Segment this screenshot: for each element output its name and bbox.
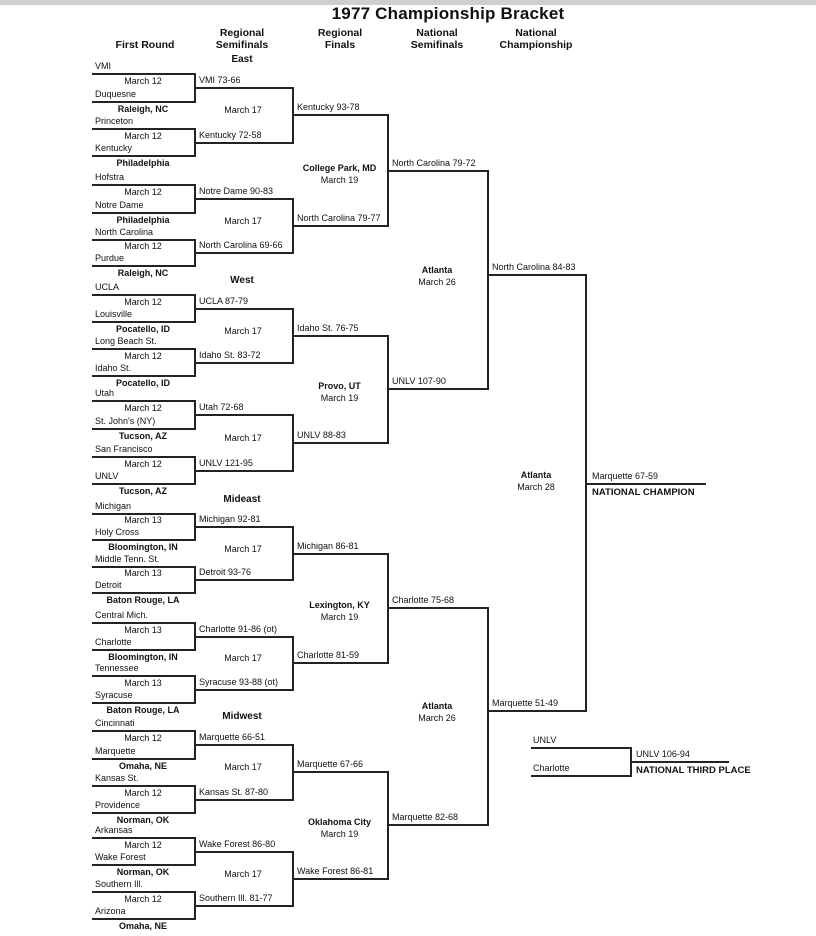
winner-line xyxy=(194,362,292,364)
game-result: Wake Forest 86-80 xyxy=(199,838,276,849)
game-result: Syracuse 93-88 (ot) xyxy=(199,676,279,687)
game-date: March 12 xyxy=(124,296,162,307)
regional-final-result: Marquette 82-68 xyxy=(392,812,459,823)
team-name: Arkansas xyxy=(95,825,133,835)
team-name: North Carolina xyxy=(95,227,154,237)
game-date: March 12 xyxy=(124,733,162,743)
game-location: Raleigh, NC xyxy=(117,268,169,278)
game-location: Pocatello, ID xyxy=(115,378,170,388)
semifinal-date: March 17 xyxy=(224,543,262,554)
team-name: Long Beach St. xyxy=(95,336,157,346)
championship-location: Atlanta xyxy=(520,470,552,480)
regional-final-info xyxy=(292,816,387,840)
regional-final-result: UNLV 107-90 xyxy=(392,376,446,387)
team-line xyxy=(92,730,194,732)
winner-line xyxy=(194,579,292,581)
winner-line xyxy=(194,689,292,691)
championship-date: March 28 xyxy=(517,482,555,492)
winner-line xyxy=(194,744,292,746)
winner-line xyxy=(387,607,487,609)
team-name: Hofstra xyxy=(95,172,125,182)
winner-line xyxy=(194,198,292,200)
national-semifinal-location: Atlanta xyxy=(421,265,453,275)
game-result: Utah 72-68 xyxy=(199,402,244,412)
regional-final-date: March 19 xyxy=(320,829,359,840)
game-date: March 12 xyxy=(124,893,162,904)
team-name: VMI xyxy=(95,61,112,71)
team-line xyxy=(531,775,630,777)
winner-line xyxy=(194,87,292,89)
regional-final-result: North Carolina 79-72 xyxy=(392,157,476,168)
game-date: March 12 xyxy=(124,403,162,413)
game-date: March 12 xyxy=(124,350,162,361)
game-location: Omaha, NE xyxy=(118,921,167,931)
semifinal-result: Marquette 67-66 xyxy=(297,759,364,770)
team-line xyxy=(92,918,194,920)
winner-line xyxy=(387,824,487,826)
winner-line xyxy=(194,470,292,472)
regional-final-location: Oklahoma City xyxy=(307,817,372,828)
game-date: March 13 xyxy=(124,624,162,635)
team-line xyxy=(92,649,194,651)
game-result: Southern Ill. 81-77 xyxy=(199,892,273,903)
game-result: Michigan 92-81 xyxy=(199,514,261,524)
team-name: Holy Cross xyxy=(95,527,140,537)
winner-line xyxy=(194,252,292,254)
champion-line xyxy=(585,483,706,485)
semifinal-date: March 17 xyxy=(224,762,262,773)
winner-line xyxy=(292,225,387,227)
team-name: Kentucky xyxy=(95,143,133,153)
team-line xyxy=(92,758,194,760)
game-result: North Carolina 69-66 xyxy=(199,240,283,250)
team-name: Michigan xyxy=(95,501,132,511)
winner-line xyxy=(292,662,387,664)
region-label: East xyxy=(231,54,253,65)
team-name: Providence xyxy=(95,800,141,810)
game-result: Charlotte 91-86 (ot) xyxy=(199,623,278,634)
national-semifinal-result: North Carolina 84-83 xyxy=(492,262,576,272)
championship-result: Marquette 67-59 xyxy=(592,471,659,481)
team-line xyxy=(92,400,194,402)
team-name: Louisville xyxy=(95,309,133,319)
game-result: Kentucky 72-58 xyxy=(199,129,262,140)
game-result: Notre Dame 90-83 xyxy=(199,186,274,196)
national-semifinal-info xyxy=(387,700,487,724)
team-line xyxy=(92,702,194,704)
page-title: 1977 Championship Bracket xyxy=(331,4,565,23)
team-name: San Francisco xyxy=(95,444,153,454)
game-location: Pocatello, ID xyxy=(115,324,170,334)
game-location: Bloomington, IN xyxy=(108,652,178,662)
game-date: March 12 xyxy=(124,241,162,251)
column-header-first-round: First Round xyxy=(115,39,175,51)
team-line xyxy=(92,483,194,485)
region-label: Mideast xyxy=(223,494,261,505)
game-date: March 13 xyxy=(124,677,162,688)
winner-line xyxy=(292,335,387,337)
game-result: Detroit 93-76 xyxy=(199,567,252,577)
team-name: Marquette xyxy=(95,746,136,756)
winner-line xyxy=(194,851,292,853)
semifinal-result: UNLV 88-83 xyxy=(297,429,346,440)
region-label: West xyxy=(230,275,254,286)
game-location: Norman, OK xyxy=(116,815,170,825)
winner-line xyxy=(194,799,292,801)
semifinal-date: March 17 xyxy=(224,216,262,226)
regional-final-info xyxy=(292,599,387,623)
game-location: Philadelphia xyxy=(116,158,170,168)
semifinal-result: Idaho St. 76-75 xyxy=(297,322,359,333)
semifinal-date: March 17 xyxy=(224,325,262,336)
regional-final-location: College Park, MD xyxy=(302,162,377,173)
team-line xyxy=(92,73,194,75)
winner-line xyxy=(194,905,292,907)
team-line xyxy=(531,747,630,749)
team-name: Southern Ill. xyxy=(95,879,144,889)
team-line xyxy=(92,812,194,814)
semifinal-result: Kentucky 93-78 xyxy=(297,102,360,113)
national-semifinal-connector xyxy=(487,170,489,391)
team-line xyxy=(92,155,194,157)
winner-line xyxy=(194,142,292,144)
game-date: March 12 xyxy=(124,787,162,798)
regional-final-location: Provo, UT xyxy=(318,381,361,392)
game-date: March 12 xyxy=(124,458,162,469)
winner-line xyxy=(387,388,487,390)
third-place-team: Charlotte xyxy=(533,763,570,773)
regional-final-date: March 19 xyxy=(320,612,359,623)
semifinal-date: March 17 xyxy=(224,653,262,663)
national-semifinal-connector xyxy=(487,607,489,826)
team-name: Middle Tenn. St. xyxy=(95,554,160,564)
game-location: Tucson, AZ xyxy=(119,486,167,496)
team-name: Kansas St. xyxy=(95,773,139,783)
column-header-national-championship: National Championship xyxy=(499,27,573,51)
winner-line xyxy=(194,526,292,528)
championship-info xyxy=(487,469,585,493)
championship-connector xyxy=(585,274,587,712)
team-line xyxy=(92,212,194,214)
game-result: Idaho St. 83-72 xyxy=(199,349,261,360)
team-name: UNLV xyxy=(95,471,119,481)
game-date: March 13 xyxy=(124,568,162,578)
team-name: Cincinnati xyxy=(95,718,135,728)
column-header-regional-semifinals: Regional Semifinals xyxy=(215,27,269,51)
game-location: Omaha, NE xyxy=(118,761,167,771)
winner-line xyxy=(292,878,387,880)
region-label: Midwest xyxy=(222,711,262,722)
winner-line xyxy=(194,414,292,416)
team-line xyxy=(92,539,194,541)
national-semifinal-info xyxy=(387,264,487,288)
team-line xyxy=(92,101,194,103)
national-champion-note: NATIONAL CHAMPION xyxy=(592,487,695,498)
national-third-place-note: NATIONAL THIRD PLACE xyxy=(636,765,751,776)
winner-line xyxy=(292,442,387,444)
team-name: Arizona xyxy=(95,906,126,916)
semifinal-date: March 17 xyxy=(224,432,262,443)
game-date: March 12 xyxy=(124,187,162,197)
regional-final-date: March 19 xyxy=(320,174,359,185)
game-location: Raleigh, NC xyxy=(117,104,169,114)
game-location: Baton Rouge, LA xyxy=(106,705,180,715)
winner-line xyxy=(292,553,387,555)
team-name: Detroit xyxy=(95,580,122,590)
team-line xyxy=(92,864,194,866)
team-line xyxy=(92,375,194,377)
winner-line xyxy=(194,636,292,638)
game-result: VMI 73-66 xyxy=(199,75,241,85)
team-name: Syracuse xyxy=(95,690,133,700)
team-name: Notre Dame xyxy=(95,200,144,210)
team-name: Princeton xyxy=(95,116,134,126)
winner-line xyxy=(387,170,487,172)
semifinal-result: Charlotte 81-59 xyxy=(297,650,360,660)
team-line xyxy=(92,428,194,430)
team-name: Wake Forest xyxy=(95,852,146,862)
game-location: Norman, OK xyxy=(116,867,170,877)
column-header-regional-finals: Regional Finals xyxy=(317,27,363,51)
game-location: Tucson, AZ xyxy=(119,431,167,441)
team-name: Purdue xyxy=(95,253,125,263)
team-name: Duquesne xyxy=(95,89,137,99)
national-semifinal-date: March 26 xyxy=(418,277,456,287)
team-line xyxy=(92,592,194,594)
national-semifinal-date: March 26 xyxy=(418,713,456,723)
winner-line xyxy=(487,710,585,712)
team-line xyxy=(92,321,194,323)
third-place-team: UNLV xyxy=(533,735,557,745)
game-date: March 12 xyxy=(124,839,162,850)
game-location: Bloomington, IN xyxy=(108,542,178,552)
regional-final-result: Charlotte 75-68 xyxy=(392,595,455,606)
semifinal-date: March 17 xyxy=(224,868,262,879)
column-header-national-semifinals: National Semifinals xyxy=(410,27,464,51)
semifinal-result: North Carolina 79-77 xyxy=(297,213,381,223)
national-semifinal-location: Atlanta xyxy=(421,701,453,711)
regional-final-info xyxy=(292,162,387,186)
regional-final-info xyxy=(292,380,387,404)
semifinal-date: March 17 xyxy=(224,105,262,116)
team-name: St. John's (NY) xyxy=(95,416,156,426)
team-line xyxy=(92,184,194,186)
game-location: Baton Rouge, LA xyxy=(106,595,180,605)
game-date: March 13 xyxy=(124,515,162,525)
winner-line xyxy=(630,761,729,763)
winner-line xyxy=(292,114,387,116)
team-name: Central Mich. xyxy=(95,610,149,620)
team-name: Charlotte xyxy=(95,637,132,647)
game-location: Philadelphia xyxy=(116,215,170,225)
team-name: UCLA xyxy=(95,282,120,292)
semifinal-result: Michigan 86-81 xyxy=(297,540,359,551)
game-result: UNLV 121-95 xyxy=(199,457,253,468)
team-name: Utah xyxy=(95,388,115,398)
semifinal-result: Wake Forest 86-81 xyxy=(297,865,374,876)
game-result: Marquette 66-51 xyxy=(199,732,266,742)
game-result: Kansas St. 87-80 xyxy=(199,786,269,797)
winner-line xyxy=(292,771,387,773)
game-date: March 12 xyxy=(124,76,162,86)
third-place-result: UNLV 106-94 xyxy=(636,749,690,759)
winner-line xyxy=(487,274,585,276)
regional-final-date: March 19 xyxy=(320,393,359,404)
team-line xyxy=(92,265,194,267)
team-name: Tennessee xyxy=(95,663,139,673)
team-name: Idaho St. xyxy=(95,363,132,373)
game-result: UCLA 87-79 xyxy=(199,295,249,306)
regional-final-location: Lexington, KY xyxy=(309,600,370,611)
winner-line xyxy=(194,308,292,310)
game-date: March 12 xyxy=(124,130,162,141)
national-semifinal-result: Marquette 51-49 xyxy=(492,698,559,708)
